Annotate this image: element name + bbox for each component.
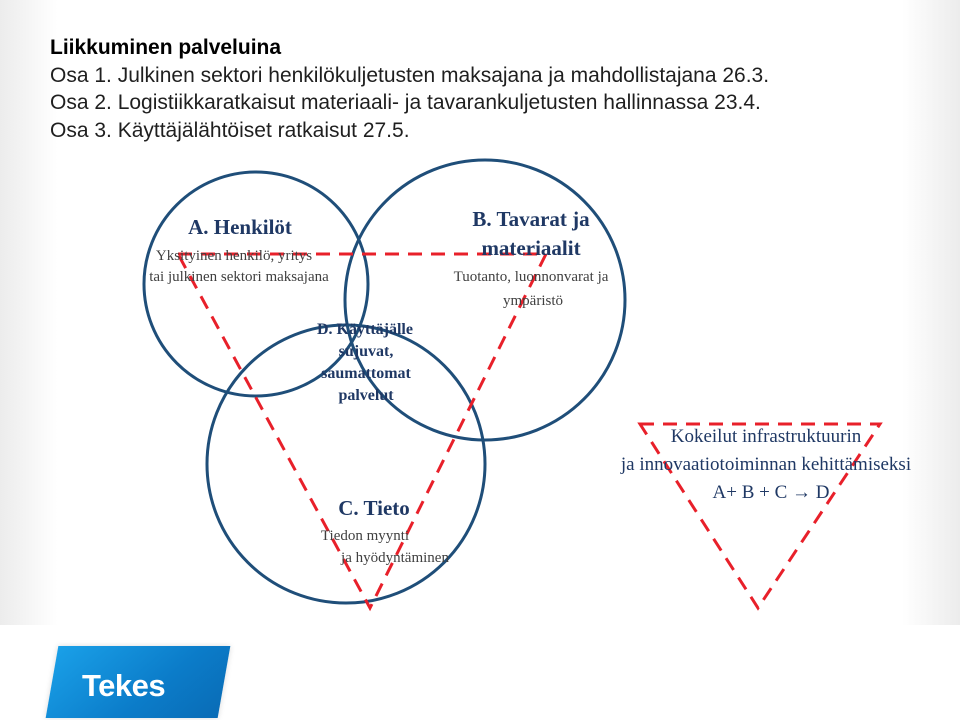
circle-b-line-1: Tuotanto, luonnonvarat ja: [453, 269, 609, 285]
header-line-3: Osa 3. Käyttäjälähtöiset ratkaisut 27.5.: [50, 118, 410, 142]
circle-c-title: C. Tieto: [338, 496, 410, 520]
side-note-line-1: Kokeilut infrastruktuurin: [670, 426, 862, 447]
side-note-line-3: A+ B + C → D: [712, 482, 830, 503]
center-d-line-3: saumattomat: [321, 365, 411, 382]
tekes-logo-text: Tekes: [82, 668, 166, 703]
circle-c-line-2: ja hyödyntäminen: [341, 550, 449, 566]
center-d-line-1: D. Käyttäjälle: [317, 321, 413, 338]
center-d-line-4: palvelut: [338, 387, 394, 404]
circle-a-title: A. Henkilöt: [188, 215, 292, 239]
circle-a-line-1: Yksityinen henkilö, yritys: [155, 248, 313, 264]
slide-title: Liikkuminen palveluina: [50, 36, 282, 59]
header-line-1: Osa 1. Julkinen sektori henkilökuljetusten maksajana ja mahdollistajana 26.3.: [50, 63, 770, 87]
circle-c-line-1: Tiedon myynti: [320, 528, 410, 544]
circle-a-line-2: tai julkinen sektori maksajana: [149, 269, 329, 285]
side-note-line-2: ja innovaatiotoiminnan kehittämiseksi: [620, 454, 912, 475]
header-line-2: Osa 2. Logistiikkaratkaisut materiaali- ja tavarankuljetusten hallinnassa 23.4.: [50, 91, 761, 114]
circle-b-title-1: B. Tavarat ja: [472, 207, 590, 231]
circle-b-title-2: materiaalit: [481, 236, 581, 260]
center-d-line-2: sujuvat,: [338, 343, 394, 360]
circle-b-line-2: ympäristö: [503, 293, 563, 309]
dashed-triangle-small: [640, 424, 880, 608]
